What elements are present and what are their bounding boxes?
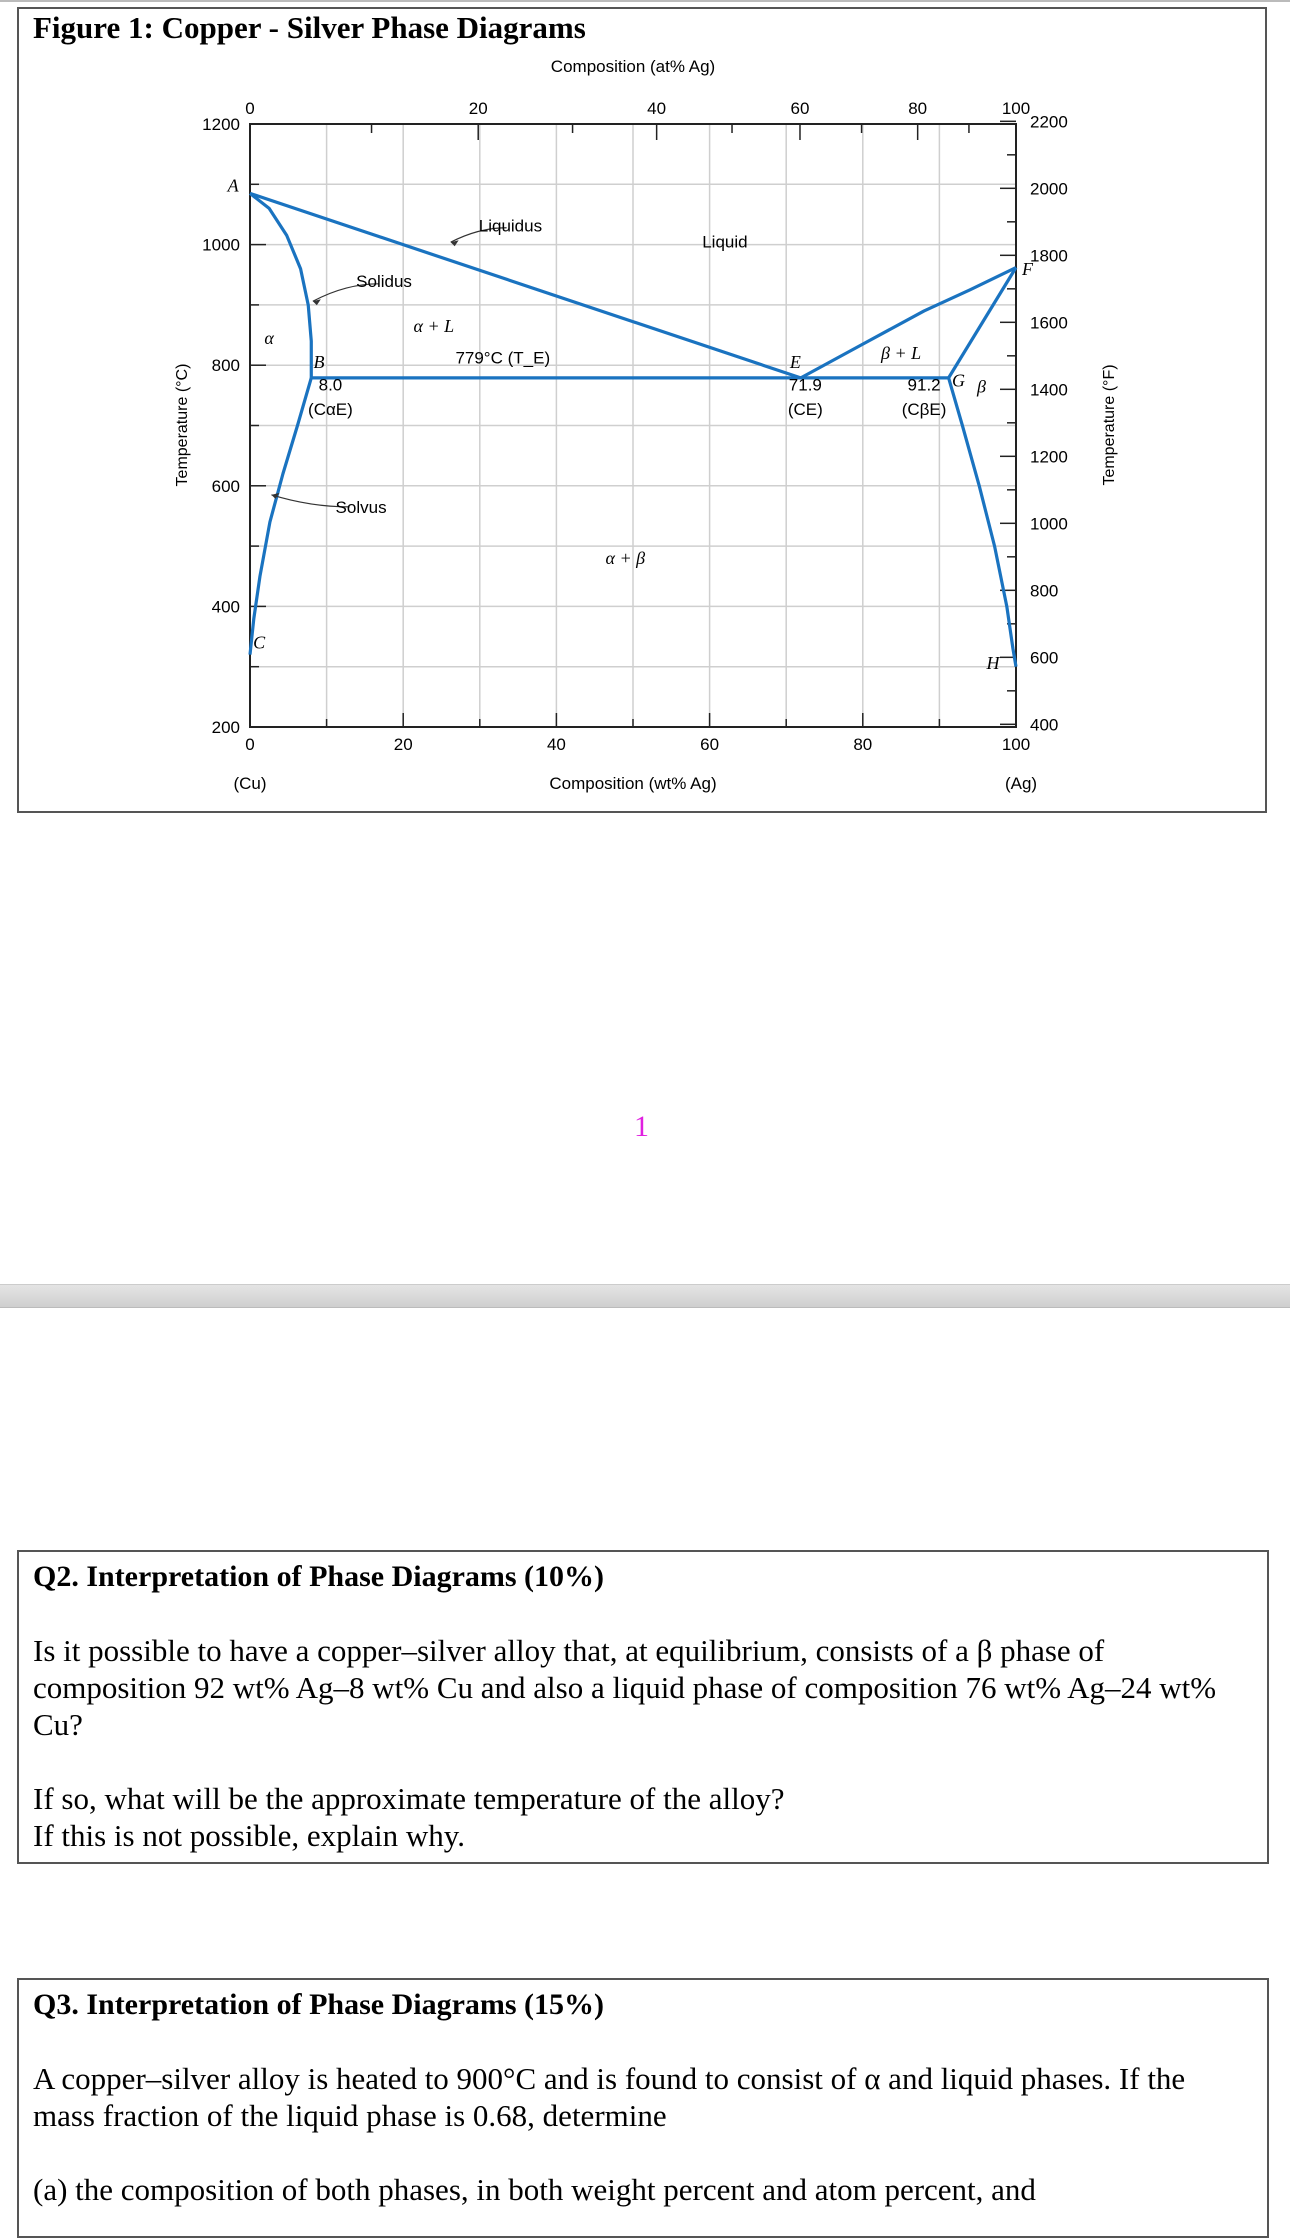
y-right-tick-label: 1800 bbox=[1030, 246, 1068, 266]
annotation-point: F bbox=[1021, 258, 1033, 279]
y-tick-label: 1000 bbox=[202, 235, 240, 255]
annotation-phase: α + L bbox=[413, 316, 455, 337]
y-right-tick-label: 600 bbox=[1030, 648, 1059, 668]
curve-solvus-right bbox=[949, 378, 1016, 667]
annotation-label: Liquid bbox=[702, 232, 748, 252]
question-3-text: A copper–silver alloy is heated to 900°C and is found to consist of α and liquid phases. If the mass fraction of the liquid phase is 0.68, determine bbox=[33, 2061, 1186, 2133]
annotation-point: G bbox=[952, 370, 966, 391]
y-axis-label: Temperature (°C) bbox=[174, 363, 191, 487]
x-top-tick-label: 40 bbox=[647, 99, 667, 118]
question-2-heading: Q2. Interpretation of Phase Diagrams (10%) bbox=[33, 1560, 605, 1593]
question-2-followup: If so, what will be the approximate temperature of the alloy? bbox=[33, 1781, 785, 1816]
y-tick-label: 800 bbox=[211, 356, 240, 376]
y-right-tick-label: 1000 bbox=[1030, 514, 1068, 534]
y-tick-label: 200 bbox=[211, 718, 240, 737]
x-top-tick-label: 80 bbox=[908, 99, 928, 118]
annotation-phase: β + L bbox=[881, 343, 922, 364]
y-right-tick-label: 2000 bbox=[1030, 179, 1068, 199]
annotation-label: (CαE) bbox=[308, 399, 353, 419]
x-tick-label: 100 bbox=[1001, 735, 1031, 754]
question-3-heading: Q3. Interpretation of Phase Diagrams (15%) bbox=[33, 1988, 605, 2021]
annotation-label: 71.9 bbox=[788, 375, 822, 395]
question-3-part-a: (a) the composition of both phases, in both weight percent and atom percent, and bbox=[33, 2172, 1036, 2207]
annotation-phase: α + β bbox=[605, 548, 646, 569]
y-tick-label: 1200 bbox=[202, 115, 240, 134]
annotation-label: Liquidus bbox=[478, 216, 543, 236]
x-tick-label: 80 bbox=[853, 735, 873, 754]
annotation-point: A bbox=[227, 175, 239, 196]
y-tick-label: 400 bbox=[211, 597, 240, 617]
annotation-label: 779°C (T_E) bbox=[455, 348, 551, 368]
curve-solidus-left bbox=[250, 193, 311, 378]
annotation-phase: β bbox=[977, 376, 987, 397]
x-top-axis-label: Composition (at% Ag) bbox=[550, 57, 716, 76]
annotation-label: (CβE) bbox=[901, 399, 947, 419]
question-2-alternative: If this is not possible, explain why. bbox=[33, 1818, 465, 1853]
annotation-point: H bbox=[986, 653, 1000, 674]
x-tick-label: 60 bbox=[700, 735, 720, 754]
x-top-tick-label: 60 bbox=[790, 99, 810, 118]
annotation-point: C bbox=[253, 632, 266, 653]
x-top-tick-label: 0 bbox=[245, 99, 255, 118]
question-3-box bbox=[17, 1978, 1269, 2238]
x-tick-label: 0 bbox=[245, 735, 255, 754]
x-tick-label: 20 bbox=[393, 735, 413, 754]
page-number: 1 bbox=[634, 1110, 649, 1143]
annotation-point: E bbox=[789, 352, 801, 373]
ag-end-label: (Ag) bbox=[1004, 774, 1038, 793]
page-separator bbox=[0, 1284, 1290, 1308]
y-tick-label: 600 bbox=[211, 476, 240, 496]
annotation-phase: α bbox=[264, 328, 274, 349]
annotation-label: 91.2 bbox=[907, 375, 941, 395]
x-top-tick-label: 100 bbox=[1001, 99, 1031, 118]
figure-title: Figure 1: Copper - Silver Phase Diagrams bbox=[33, 10, 586, 45]
x-top-tick-label: 20 bbox=[468, 99, 488, 118]
y-right-tick-label: 2200 bbox=[1030, 112, 1068, 132]
question-2-box bbox=[17, 1550, 1269, 1864]
annotation-point: B bbox=[313, 352, 325, 373]
annotation-label: Solvus bbox=[335, 497, 387, 517]
x-tick-label: 40 bbox=[546, 735, 566, 754]
annotation-label: 8.0 bbox=[318, 375, 343, 395]
y-right-tick-label: 1400 bbox=[1030, 380, 1068, 400]
y-right-tick-label: 1200 bbox=[1030, 447, 1068, 467]
question-2-text: Is it possible to have a copper–silver alloy that, at equilibrium, consists of a β phase of composition 92 wt% Ag–8 wt% Cu and also a liquid phase of composition 76 wt% Ag–24 wt% Cu? bbox=[33, 1633, 1217, 1742]
x-axis-label: Composition (wt% Ag) bbox=[549, 774, 717, 793]
curve-solvus-left bbox=[250, 378, 311, 655]
phase-diagram bbox=[0, 0, 1290, 820]
cu-end-label: (Cu) bbox=[233, 774, 267, 793]
y-right-tick-label: 1600 bbox=[1030, 313, 1068, 333]
annotation-label: (CE) bbox=[787, 399, 823, 419]
y-right-axis-label: Temperature (°F) bbox=[1101, 364, 1118, 486]
annotation-label: Solidus bbox=[356, 271, 412, 291]
y-right-tick-label: 400 bbox=[1030, 715, 1059, 735]
y-right-tick-label: 800 bbox=[1030, 581, 1059, 601]
